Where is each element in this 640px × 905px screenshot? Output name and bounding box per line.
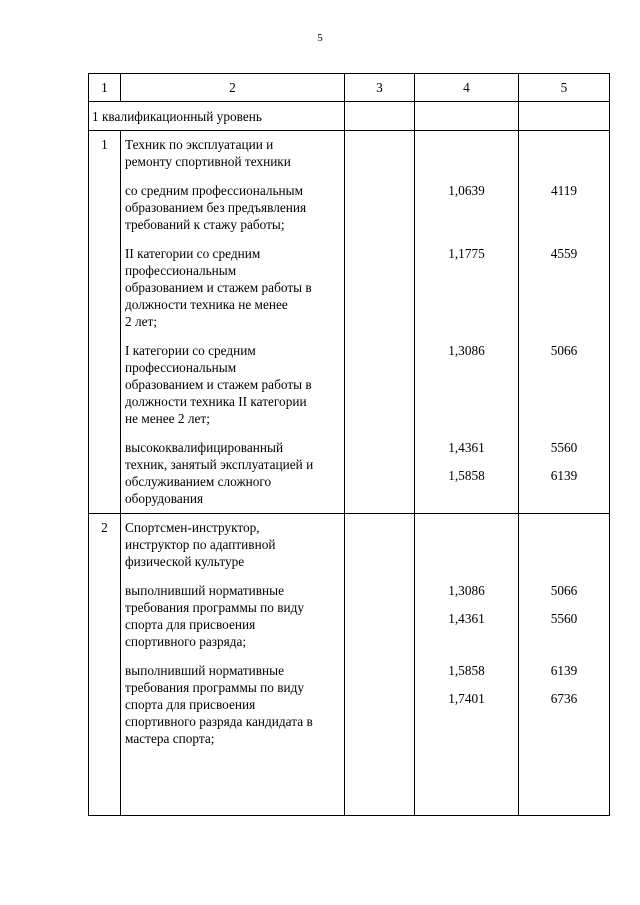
salary-value: 6139 [550,468,578,483]
condition-text-line: профессиональным [125,360,237,375]
table-row [89,514,610,816]
salary-value: 5066 [550,343,578,358]
coefficient-value: 1,4361 [448,440,485,455]
qualification-level-label: 1 квалификационный уровень [89,102,345,131]
condition-text-line: спорта для присвоения [125,697,256,712]
coefficient-value: 1,4361 [448,611,485,626]
condition-text-line: требования программы по виду [125,680,305,695]
condition-text-line: выполнивший нормативные [125,663,284,678]
condition-text-line: II категории со средним [125,246,261,261]
row-number: 2 [89,514,121,816]
condition-text-line: профессиональным [125,263,237,278]
condition-text-line: спорта для присвоения [125,617,256,632]
salary-value: 6736 [550,691,578,706]
coefficient-cell [415,514,519,816]
salary-value: 4119 [550,183,578,198]
coefficient-value: 1,3086 [448,583,485,598]
coefficient-value: 1,1775 [448,246,485,261]
condition-text-line: требований к стажу работы; [125,217,285,232]
condition-text-line: спортивного разряда кандидата в [125,714,313,729]
condition-text-line: должности техника II категории [125,394,307,409]
condition-text-line: выполнивший нормативные [125,583,284,598]
condition-text-line: образованием и стажем работы в [125,377,312,392]
coefficient-value: 1,7401 [448,691,485,706]
row-number: 1 [89,131,121,514]
condition-text-line: не менее 2 лет; [125,411,210,426]
header-cell: 5 [519,74,610,102]
coefficient-value: 1,0639 [448,183,485,198]
condition-text-line: образованием и стажем работы в [125,280,312,295]
condition-text-line: должности техника не менее [125,297,288,312]
coefficient-value: 1,3086 [448,343,485,358]
salary-value: 5560 [550,440,578,455]
condition-text-line: со средним профессиональным [125,183,304,198]
header-cell: 1 [89,74,121,102]
condition-text-line: требования программы по виду [125,600,305,615]
coefficient-cell [415,131,519,514]
coefficient-value: 1,5858 [448,663,485,678]
condition-text-line: спортивного разряда; [125,634,247,649]
condition-text-line: I категории со средним [125,343,256,358]
condition-text-line: образованием без предъявления [125,200,307,215]
position-description [121,131,345,514]
salary-value: 6139 [550,663,578,678]
salary-table [88,73,610,816]
salary-value: 4559 [550,246,578,261]
condition-text-line: обслуживанием сложного [125,474,272,489]
table-row [89,131,610,514]
condition-text-line: оборудования [125,491,204,506]
position-title-line: ремонту спортивной техники [125,154,291,169]
condition-text-line: высококвалифицированный [125,440,284,455]
coefficient-value: 1,5858 [448,468,485,483]
salary-value: 5560 [550,611,578,626]
page-number: 5 [317,32,323,44]
qualification-level-row [89,102,610,131]
salary-value: 5066 [550,583,578,598]
salary-cell [519,514,610,816]
position-title-line: Спортсмен-инструктор, [125,520,260,535]
header-cell: 2 [121,74,345,102]
position-title-line: Техник по эксплуатации и [125,137,274,152]
header-cell: 4 [415,74,519,102]
salary-cell [519,131,610,514]
condition-text-line: техник, занятый эксплуатацией и [125,457,314,472]
position-title-line: физической культуре [125,554,245,569]
position-title-line: инструктор по адаптивной [125,537,276,552]
condition-text-line: мастера спорта; [125,731,215,746]
table-header-row [89,74,610,102]
condition-text-line: 2 лет; [125,314,158,329]
position-description [121,514,345,816]
header-cell: 3 [345,74,415,102]
